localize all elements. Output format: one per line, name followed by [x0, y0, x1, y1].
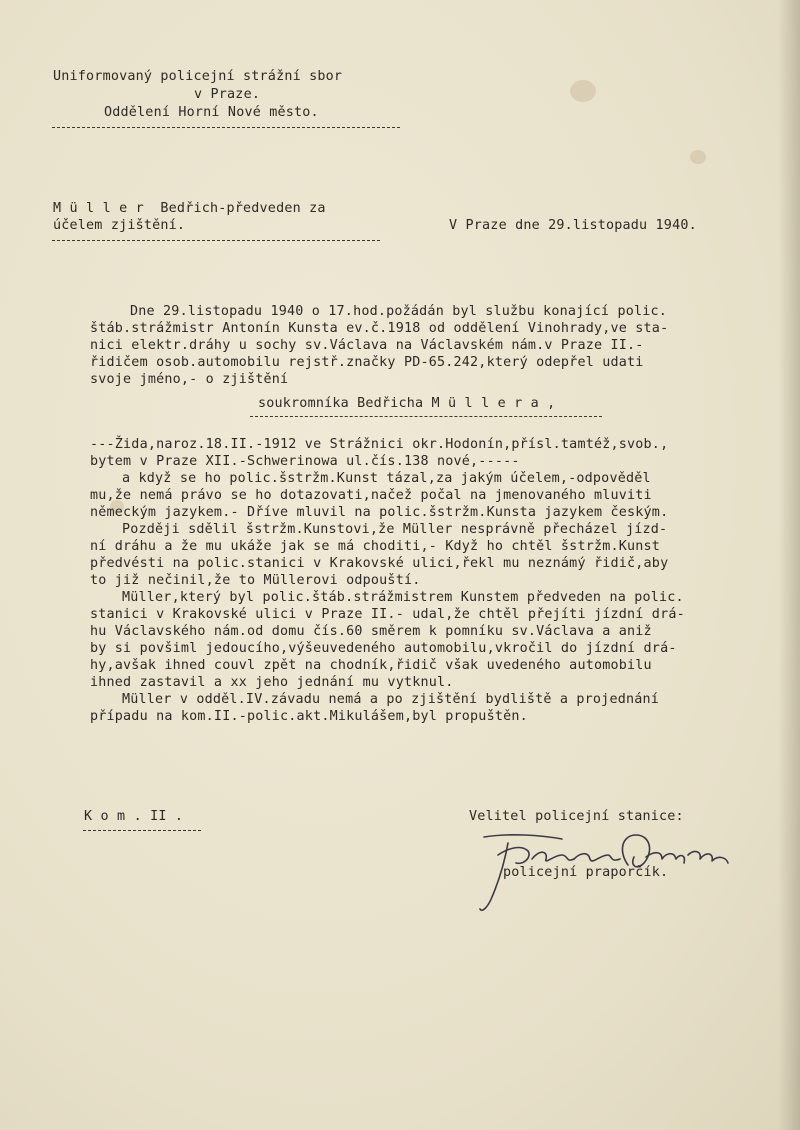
body-line: štáb.strážmistr Antonín Kunsta ev.č.1918 od oddělení Vinohrady,ve sta-	[90, 321, 669, 336]
body-line: Dne 29.listopadu 1940 o 17.hod.požádán byl službu konající polic.	[130, 304, 668, 319]
header-line-2: v Praze.	[194, 87, 261, 102]
body-line: bytem v Praze XII.-Schwerinowa ul.čís.138 nové,-----	[90, 454, 520, 469]
document-date: V Praze dne 29.listopadu 1940.	[449, 218, 697, 233]
body-line: ní dráhu a že mu ukáže jak se má choditi,- Když ho chtěl šstržm.Kunst	[90, 539, 661, 554]
subject-person-name: soukromníka Bedřicha M ü l l e r a ,	[258, 396, 556, 411]
department-reference: K o m . II .	[84, 809, 184, 824]
signatory-title: Velitel policejní stanice:	[469, 809, 684, 824]
subject-underline	[52, 240, 380, 241]
page-edge-shadow	[778, 0, 800, 1130]
body-line: svoje jméno,- o zjištění	[90, 372, 289, 387]
body-line: ihned zastavil a xx jeho jednání mu vytknul.	[90, 675, 454, 690]
header-line-3: Oddělení Horní Nové město.	[104, 105, 319, 120]
body-line: předvésti na polic.stanici v Krakovské ulici,řekl mu neznámý řidič,aby	[90, 556, 669, 571]
body-line: ---Žida,naroz.18.II.-1912 ve Strážnici okr.Hodonín,přísl.tamtéž,svob.,	[90, 437, 669, 452]
signatory-rank: policejní praporčík.	[503, 865, 669, 880]
subject-line-1: M ü l l e r Bedřich-předveden za	[53, 201, 326, 216]
body-line: a když se ho polic.šstržm.Kunst tázal,za jakým účelem,-odpověděl	[122, 471, 651, 486]
subject-line-2: účelem zjištění.	[53, 218, 186, 233]
department-underline	[83, 830, 201, 831]
body-line: nici elektr.dráhy u sochy sv.Václava na Václavském nám.v Praze II.-	[90, 338, 644, 353]
body-line: Müller,který byl polic.štáb.strážmistrem Kunstem předveden na polic.	[122, 590, 684, 605]
body-line: mu,že nemá právo se ho dotazovati,načež počal na jmenovaného mluviti	[90, 488, 652, 503]
body-line: případu na kom.II.-polic.akt.Mikulášem,byl propuštěn.	[90, 709, 528, 724]
body-line: Müller v odděl.IV.závadu nemá a po zjištění bydliště a projednání	[122, 692, 660, 707]
header-underline	[52, 127, 400, 128]
body-line: stanici v Krakovské ulici v Praze II.- udal,že chtěl přejíti jízdní drá-	[90, 607, 685, 622]
body-line: řidičem osob.automobilu rejstř.značky PD-65.242,který odepřel udati	[90, 355, 644, 370]
body-line: to již nečinil,že to Müllerovi odpouští.	[90, 573, 421, 588]
name-underline	[250, 416, 602, 417]
stain	[570, 80, 596, 102]
header-line-1: Uniformovaný policejní strážní sbor	[53, 69, 343, 84]
body-line: hy,avšak ihned couvl zpět na chodník,řidič však uvedeného automobilu	[90, 658, 652, 673]
body-line: by si povšiml jedoucího,výšeuvedeného automobilu,vkročil do jízdní drá-	[90, 641, 677, 656]
body-line: hu Václavského nám.od domu čís.60 směrem k pomníku sv.Václava a aniž	[90, 624, 652, 639]
stain	[690, 150, 706, 164]
body-line: německým jazykem.- Dříve mluvil na polic.šstržm.Kunsta jazykem českým.	[90, 505, 669, 520]
body-line: Později sdělil šstržm.Kunstovi,že Müller nesprávně přecházel jízd-	[122, 522, 668, 537]
